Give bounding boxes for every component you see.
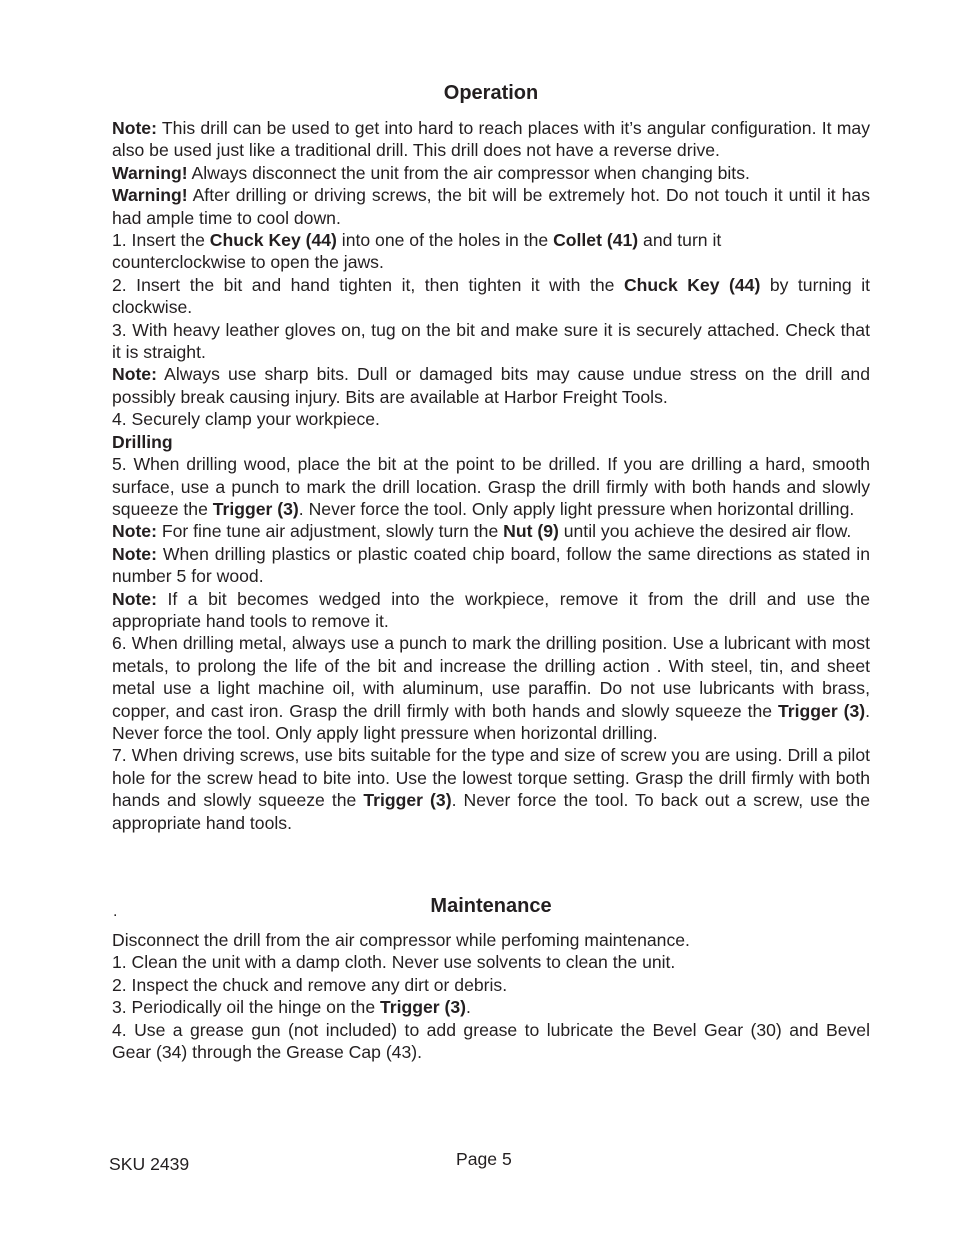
operation-paragraph: [112, 229, 870, 274]
text-run: 1. Clean the unit with a damp cloth. Never use solvents to clean the unit.: [112, 952, 676, 973]
maintenance-heading: Maintenance: [430, 895, 552, 917]
text-run: . Never force the tool. Only apply light pressure when horizontal drilling.: [298, 498, 855, 519]
bold-text: Note:: [112, 118, 157, 138]
text-run: 4. Use a grease gun (not included) to add grease to lubricate the Bevel Gear (30) and Bevel Gear (34) through the Grease Cap (43).: [112, 1019, 870, 1063]
operation-paragraph: [112, 319, 870, 364]
text-run: 2. Insert the bit and hand tighten it, then tighten it with the: [112, 274, 624, 295]
text-run: After drilling or driving screws, the bit will be extremely hot. Do not touch it until it has had ample time to cool down.: [112, 185, 870, 228]
text-run: and turn it: [638, 230, 722, 251]
bold-text: Collet (41): [553, 230, 639, 251]
text-run: 6. When drilling metal, always use a punch to mark the drilling position. Use a lubricant with most metals, to prolong the life of the bit and increase the drilling action . With steel, tin, and sheet metal use a light machine oil, with aluminum, use paraffin. Do not use lubricants with brass, copper, and cast iron. Grasp the drill firmly with both hands and slowly squeeze the: [112, 633, 870, 721]
operation-paragraph: [112, 520, 870, 542]
text-run: until you achieve the desired air flow.: [558, 521, 852, 542]
text-run: 5. When drilling wood, place the bit at the point to be drilled. If you are drilling a hard, smooth surface, use a punch to mark the drill location. Grasp the drill firmly with both hands and slowly squeeze the: [112, 454, 870, 519]
text-run: by turning it clockwise.: [112, 274, 871, 318]
text-run: 1. Insert the: [112, 230, 210, 251]
operation-paragraph: [112, 453, 870, 520]
operation-paragraph: [112, 744, 870, 834]
bold-text: Drilling: [112, 431, 173, 452]
text-run: . Never force the tool. To back out a screw, use the appropriate hand tools.: [112, 790, 870, 833]
operation-paragraph: [112, 543, 870, 588]
maintenance-paragraph: [112, 951, 870, 973]
text-run: 7. When driving screws, use bits suitable for the type and size of screw you are using. Drill a pilot hole for the screw head to bite into. Use the lowest torque setting. Grasp the drill firmly with both hands and slowly squeeze the: [112, 745, 870, 811]
operation-paragraph: [112, 274, 870, 319]
maintenance-paragraph: [112, 1019, 870, 1064]
maintenance-paragraph: [112, 929, 870, 951]
operation-body: [112, 117, 870, 834]
text-run: counterclockwise to open the jaws.: [112, 252, 384, 273]
sku-label: SKU 2439: [109, 1154, 190, 1174]
text-run: Always use sharp bits. Dull or damaged bits may cause undue stress on the drill and possibly break causing injury. Bits are available at Harbor Freight Tools.: [112, 364, 870, 407]
text-run: 3. Periodically oil the hinge on the: [112, 997, 380, 1018]
bold-text: Trigger (3): [380, 997, 467, 1018]
operation-paragraph: [112, 117, 870, 162]
bold-text: Note:: [112, 521, 157, 542]
text-run: 4. Securely clamp your workpiece.: [112, 409, 380, 430]
bold-text: Trigger (3): [778, 700, 866, 721]
operation-paragraph: [112, 184, 870, 229]
bold-text: Trigger (3): [212, 498, 299, 519]
maintenance-body: [112, 929, 870, 1063]
page-number: Page 5: [456, 1149, 512, 1169]
bold-text: Nut (9): [503, 521, 559, 542]
stray-dot: .: [113, 903, 118, 920]
operation-heading: Operation: [443, 82, 539, 104]
operation-paragraph: [112, 162, 870, 184]
text-run: . Never force the tool. Only apply light pressure when horizontal drilling.: [112, 700, 870, 743]
operation-paragraph: [112, 588, 870, 633]
bold-text: Chuck Key (44): [623, 274, 761, 295]
text-run: This drill can be used to get into hard to reach places with it’s angular configuration. It may also be used just like a traditional drill. This drill does not have a reverse drive.: [112, 118, 870, 161]
text-run: into one of the holes in the: [336, 230, 554, 251]
text-run: Always disconnect the unit from the air compressor when changing bits.: [187, 162, 750, 183]
bold-text: Note:: [112, 543, 157, 564]
maintenance-paragraph: [112, 974, 870, 996]
text-run: Disconnect the drill from the air compressor while perfoming maintenance.: [112, 930, 690, 950]
operation-paragraph: [112, 363, 870, 408]
text-run: If a bit becomes wedged into the workpiece, remove it from the drill and use the appropriate hand tools to remove it.: [112, 588, 870, 631]
maintenance-paragraph: [112, 996, 870, 1018]
operation-paragraph: [112, 408, 870, 430]
bold-text: Warning!: [112, 162, 188, 183]
text-run: .: [466, 997, 471, 1018]
text-run: 2. Inspect the chuck and remove any dirt or debris.: [112, 974, 508, 995]
bold-text: Note:: [112, 364, 157, 385]
text-run: When drilling plastics or plastic coated chip board, follow the same directions as stated in number 5 for wood.: [112, 543, 870, 587]
bold-text: Trigger (3): [363, 790, 452, 811]
bold-text: Warning!: [112, 185, 188, 206]
bold-text: Chuck Key (44): [209, 230, 337, 251]
bold-text: Note:: [112, 588, 157, 609]
text-run: For fine tune air adjustment, slowly turn the: [156, 521, 504, 542]
operation-paragraph: [112, 431, 870, 453]
operation-paragraph: [112, 632, 870, 744]
text-run: 3. With heavy leather gloves on, tug on the bit and make sure it is securely attached. Check that it is straight.: [112, 319, 870, 363]
